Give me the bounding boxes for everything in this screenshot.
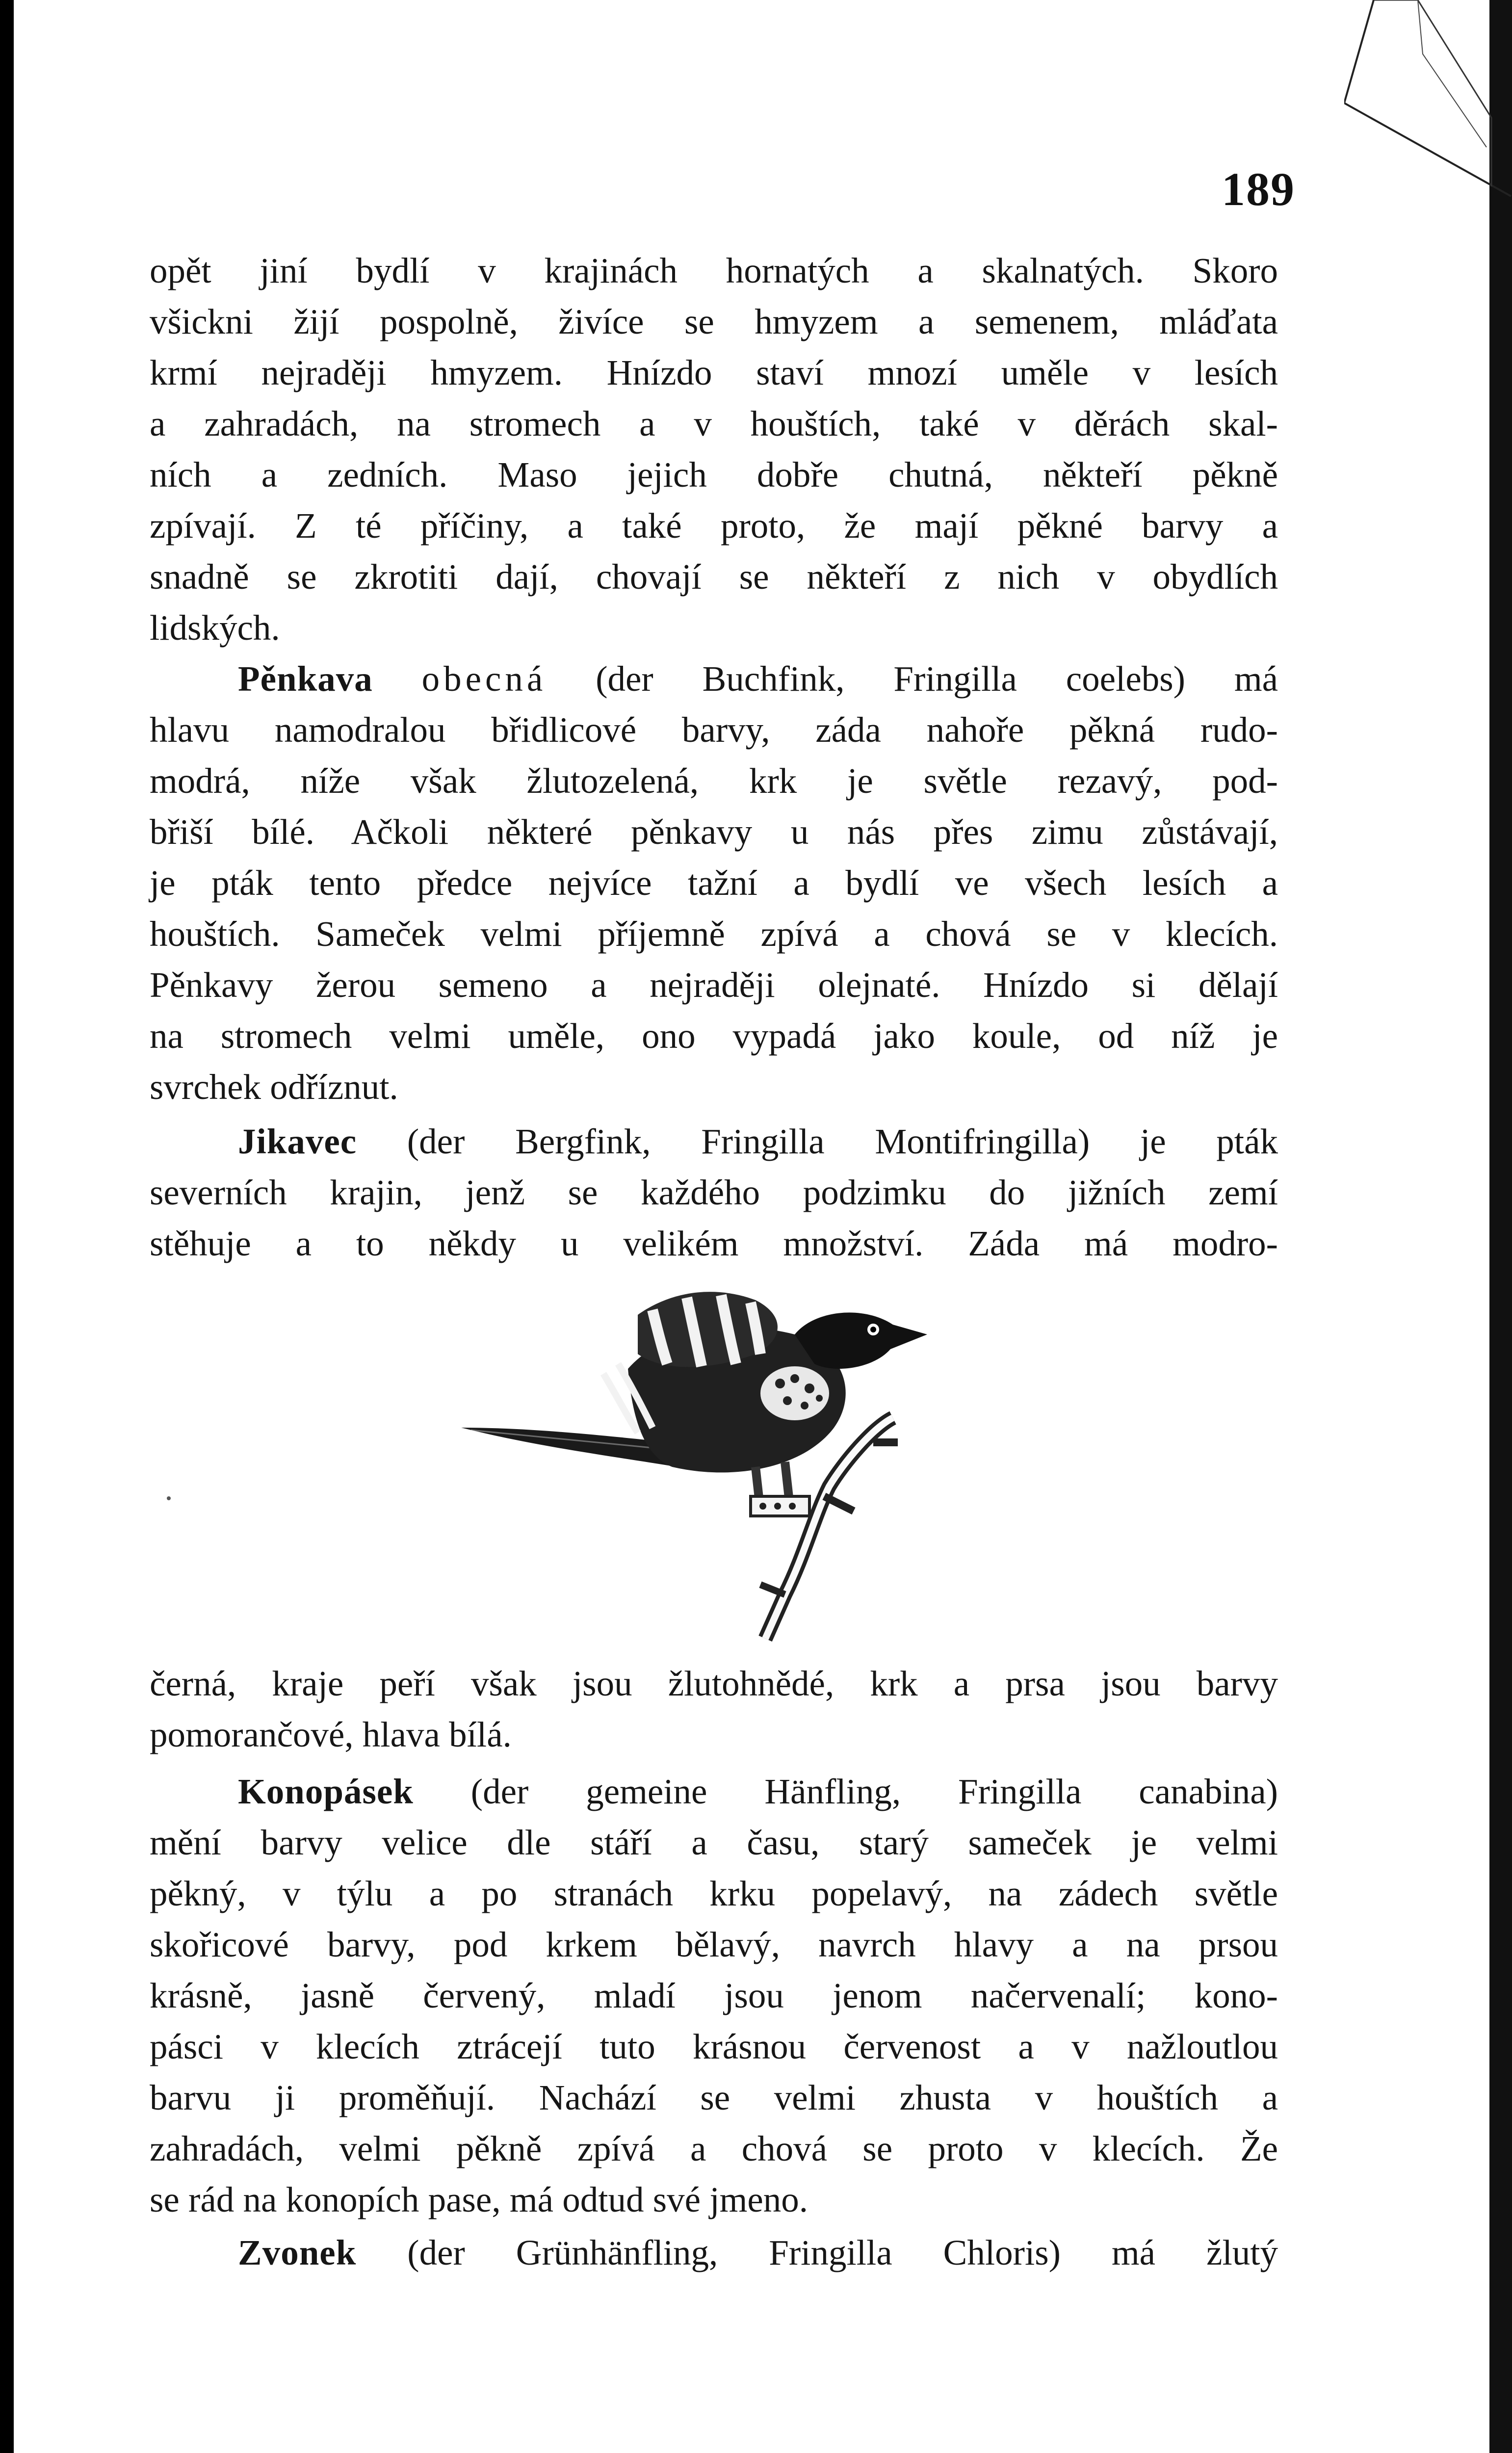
text-line: černá, kraje peří však jsou žlutohnědé, krk a prsa jsou barvy [150,1664,1278,1703]
text-line: mění barvy velice dle stáří a času, starý sameček je velmi [150,1823,1278,1862]
print-speck [167,1496,171,1500]
text-line: modrá, níže však žlutozelená, krk je světle rezavý, pod- [150,761,1278,801]
text-line: houštích. Sameček velmi příjemně zpívá a chová se v klecích. [150,914,1278,954]
right-scan-border [1489,0,1512,2453]
text-line: snadně se zkrotiti dají, chovají se někteří z nich v obydlích [150,557,1278,597]
species-name: Jikavec [238,1122,357,1161]
species-name: Zvonek [238,2233,357,2272]
paragraph-zvonek [150,2227,1278,2278]
species-epithet: obecná [421,659,547,699]
text-line [150,1766,1278,1817]
text-line: svrchek odříznut. [150,1067,398,1107]
paragraph-konopasek [150,1766,1278,2225]
paragraph-intro [150,245,1278,653]
text-line [150,1116,1278,1167]
text-line: zpívají. Z té příčiny, a také proto, že mají pěkné barvy a [150,506,1278,546]
text-line [150,653,1278,705]
text-line: opět jiní bydlí v krajinách hornatých a skalnatých. Skoro [150,251,1278,290]
text-line: severních krajin, jenž se každého podzimku do jižních zemí [150,1173,1278,1212]
text-line: pásci v klecích ztrácejí tuto krásnou červenost a v nažloutlou [150,2027,1278,2066]
text-line: ních a zedních. Maso jejich dobře chutná, někteří pěkně [150,455,1278,495]
text-line: je pták tento předce nejvíce tažní a bydlí ve všech lesích a [150,863,1278,903]
species-name: Konopásek [238,1772,414,1811]
paragraph-jikavec-continued [150,1658,1278,1760]
species-synonyms: (der Grünhänfling, Fringilla Chloris) má žlutý [407,2233,1278,2272]
text-line: lidských. [150,608,280,648]
text-line: pomorančové, hlava bílá. [150,1715,512,1754]
text-line: krásně, jasně červený, mladí jsou jenom načervenalí; kono- [150,1976,1278,2015]
species-synonyms: (der gemeine Hänfling, Fringilla canabina) [470,1772,1278,1811]
paragraph-jikavec [150,1116,1278,1269]
text-line: barvu ji proměňují. Nachází se velmi zhusta v houštích a [150,2078,1278,2117]
text-line: skořicové barvy, pod krkem bělavý, navrch hlavy a na prsou [150,1925,1278,1964]
text-line: krmí nejraději hmyzem. Hnízdo staví mnozí uměle v lesích [150,353,1278,392]
paragraph-penkava [150,653,1278,1113]
text-line: na stromech velmi uměle, ono vypadá jako koule, od níž je [150,1016,1278,1056]
text-line: se rád na konopích pase, má odtud své jmeno. [150,2180,808,2219]
text-line: hlavu namodralou břidlicové barvy, záda nahoře pěkná rudo- [150,710,1278,750]
text-line: a zahradách, na stromech a v houštích, také v děrách skal- [150,404,1278,444]
page-corner-fold [1344,0,1512,206]
bird-illustration [442,1280,981,1644]
species-name: Pěnkava [238,659,373,699]
text-line: břiší bílé. Ačkoli některé pěnkavy u nás přes zimu zůstávají, [150,812,1278,852]
left-scan-border [0,0,14,2453]
text-line: stěhuje a to někdy u velikém množství. Záda má modro- [150,1224,1278,1263]
text-line: zahradách, velmi pěkně zpívá a chová se proto v klecích. Že [150,2129,1278,2168]
species-synonyms: (der Buchfink, Fringilla coelebs) má [596,659,1278,699]
text-line [150,2227,1278,2278]
page-number: 189 [1222,163,1295,215]
text-line: Pěnkavy žerou semeno a nejraději olejnaté. Hnízdo si dělají [150,965,1278,1005]
text-line: všickni žijí pospolně, živíce se hmyzem a semenem, mláďata [150,302,1278,341]
text-line: pěkný, v týlu a po stranách krku popelavý, na zádech světle [150,1874,1278,1913]
species-synonyms: (der Bergfink, Fringilla Montifringilla) je pták [407,1122,1278,1161]
